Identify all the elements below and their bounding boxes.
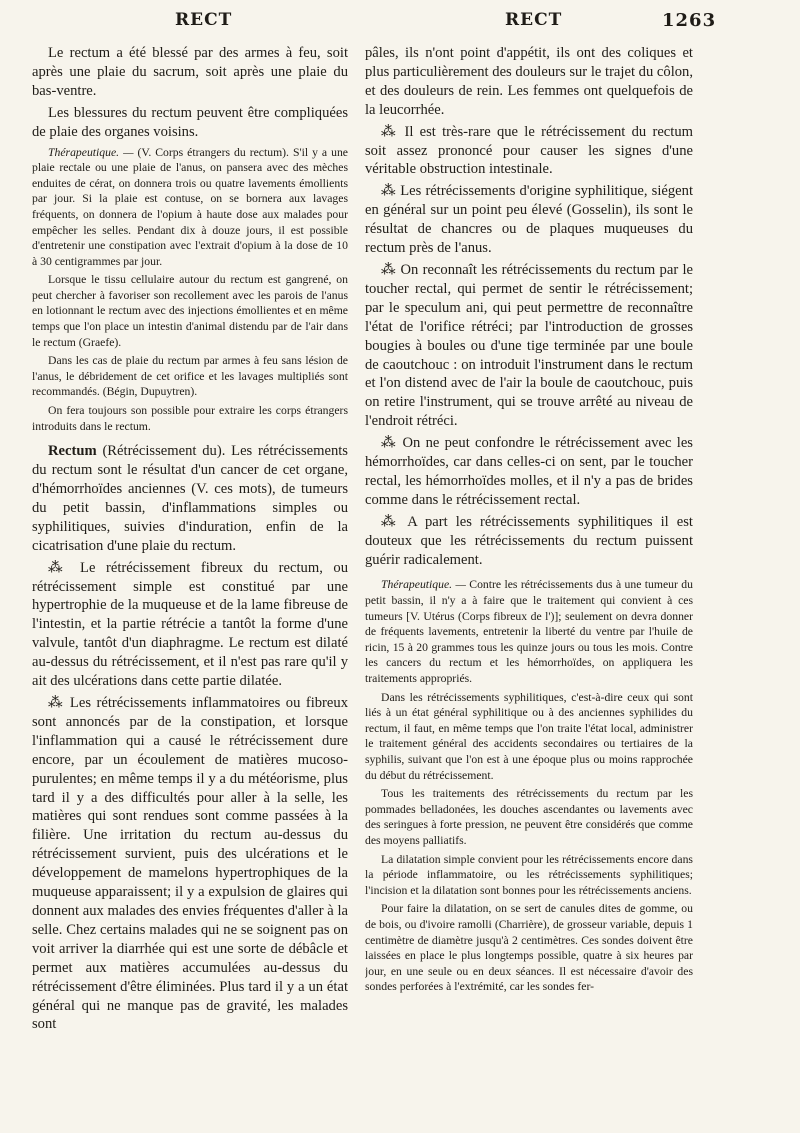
paragraph	[365, 690, 693, 784]
paragraph-text: Tous les traitements des rétrécissements du rectum par les pommades belladonées, les douches ascendantes ou lavements avec des seringues à forte pression, ne peuvent être considérés que comme des moyens palliatifs.	[365, 787, 693, 847]
paragraph	[32, 44, 348, 101]
paragraph-text: Lorsque le tissu cellulaire autour du rectum est gangrené, on peut chercher à favoriser son recollement avec les parois de l'anus en lotionnant le rectum avec des injections émollientes et en même temps que l'on place un intestin d'animal distendu par de l'air dans le rectum (Graefe).	[32, 273, 348, 349]
paragraph	[365, 182, 693, 258]
paragraph	[32, 442, 348, 555]
paragraph-text: La dilatation simple convient pour les rétrécissements encore dans la période inflammatoire, ou les rétrécissements syphilitiques; l'incision et la dilatation sont bonnes pour les rétrécissements anciens.	[365, 852, 693, 897]
paragraph-text: Pour faire la dilatation, on se sert de canules dites de gomme, ou de bois, ou d'ivoire ramolli (Charrière), de grosseur variable, depuis 1 centimètre de diamètre jusqu'à 2 centimètres. Ces sondes doivent être laissées en place le plus longtemps possible, quatre à six heures par jour, en une seule ou en deux séances. Il est nécessaire d'avoir des sondes perforées à l'extrémité, car les sondes fer-	[365, 902, 693, 994]
paragraph-text: Dans les rétrécissements syphilitiques, c'est-à-dire ceux qui sont liés à un état général syphilitique ou à des anciennes syphilides du rectum, il faut, en même temps que l'on traite l'état local, administrer le traitement général des accidents secondaires ou tertiaires de la syphilis, suivant que l'on est à une époque plus ou moins rapprochée du début du rétrécissement.	[365, 690, 693, 782]
paragraph-text: (Rétrécissement du). Les rétrécissements du rectum sont le résultat d'un cancer de cet organe, d'hémorrhoïdes anciennes (V. ces mots), de tumeurs du petit bassin, d'inflammations simples ou syphilitiques, suivies d'induration, enfin de la cicatrisation d'une plaie du rectum.	[32, 443, 348, 554]
paragraph-text: ⁂ On reconnaît les rétrécissements du rectum par le toucher rectal, qui permet de sentir le rétrécissement; par le speculum ani, qui peut permettre de reconnaître l'état de l'orifice rétréci; par l'introduction de grosses bougies à boules ou d'une tige terminée par une boule de caoutchouc : on introduit l'instrument dans le rectum et l'on distend avec de l'air la boule de caoutchouc, puis on retire l'instrument, qui se trouve arrêté au niveau de l'endroit rétréci.	[365, 261, 693, 430]
paragraph	[32, 145, 348, 270]
paragraph	[365, 577, 693, 686]
paragraph	[365, 261, 693, 431]
paragraph-lead: Thérapeutique. —	[48, 145, 138, 159]
paragraph	[365, 123, 693, 180]
running-header	[0, 0, 800, 40]
paragraph-lead: Rectum	[48, 443, 97, 460]
paragraph-text: ⁂ Il est très-rare que le rétrécissement du rectum soit assez prononcé pour causer les signes d'une véritable obstruction intestinale.	[365, 123, 693, 178]
paragraph	[32, 694, 348, 1034]
paragraph-text: ⁂ Le rétrécissement fibreux du rectum, ou rétrécissement simple est constitué par une hypertrophie de la muqueuse et de la lame fibreuse de l'intestin, et la partie rétrécie a tantôt la forme d'une valvule, tantôt d'un diaphragme. Le rectum est dilaté au-dessus du rétrécissement, et il n'est pas rare qu'il y ait des ulcérations dans cette partie dilatée.	[32, 559, 348, 690]
paragraph	[365, 786, 693, 848]
right-column	[365, 44, 693, 1124]
page-number: 1263	[662, 10, 717, 31]
paragraph	[32, 272, 348, 350]
header-left-title: RECT	[175, 10, 233, 30]
paragraph-text: ⁂ Les rétrécissements inflammatoires ou fibreux sont annoncés par de la constipation, et lorsque l'inflammation qui a causé le rétrécissement dure encore, par un écoulement de matières mucoso-purulentes; en même temps il y a du météorisme, plus tard il y a des difficultés pour aller à la selle, les matières qui sont rendues sont comme passées à la filière. Une irritation du rectum au-dessus du rétrécissement survient, puis des ulcérations et le développement de mamelons hypertrophiques de la muqueuse apparaissent; il y a expulsion de glaires qui donnent aux malades des envies fréquentes d'aller à la selle. Chez certains malades qui ne se soignent pas on voit arriver la diarrhée qui est une sorte de débâcle et permet aux matières accumulées au-dessus du rétrécissement d'être éliminées. Plus tard il y a un état général qui ne manque pas de gravité, les malades sont	[32, 695, 348, 1033]
paragraph-text: ⁂ On ne peut confondre le rétrécissement avec les hémorrhoïdes, car dans celles-ci on sent, par le toucher rectal, les hémorrhoïdes molles, et il n'y a pas de brides comme dans le rétrécissement rectal.	[365, 435, 693, 508]
header-right-title: RECT	[505, 10, 563, 30]
paragraph-text: pâles, ils n'ont point d'appétit, ils ont des coliques et plus particulièrement des douleurs sur le trajet du côlon, et des douleurs de rein. Les femmes ont quelquefois de la leucorrhée.	[365, 45, 693, 118]
paragraph	[32, 353, 348, 400]
paragraph	[365, 513, 693, 570]
paragraph-lead: Thérapeutique. —	[381, 578, 470, 592]
paragraph-text: ⁂ A part les rétrécissements syphilitiques il est douteux que les rétrécissements du rectum puissent guérir radicalement.	[365, 513, 693, 568]
left-column	[32, 44, 348, 1124]
paragraph-text: Dans les cas de plaie du rectum par armes à feu sans lésion de l'anus, le débridement de cet orifice et les lavages multipliés sont recommandés. (Bégin, Dupuytren).	[32, 354, 348, 399]
paragraph	[365, 434, 693, 510]
paragraph-text: On fera toujours son possible pour extraire les corps étrangers introduits dans le rectum.	[32, 404, 348, 433]
paragraph	[32, 104, 348, 142]
paragraph	[32, 403, 348, 434]
paragraph-text: ⁂ Les rétrécissements d'origine syphilitique, siégent en général sur un point peu élevé (Gosselin), ils sont le résultat de chancres ou de plaques muqueuses du rectum près de l'anus.	[365, 183, 693, 257]
paragraph-text: Les blessures du rectum peuvent être compliquées de plaie des organes voisins.	[32, 104, 348, 140]
paragraph-text: Contre les rétrécissements dus à une tumeur du petit bassin, il n'y a à faire que le traitement qui convient à ces tumeurs [V. Utérus (Corps fibreux de l')]; seulement on devra donner de fréquents lavements, entretenir la liberté du ventre par l'huile de ricin, 15 à 20 grammes tous les quinze jours ou tous les mois. Contre les cancers du rectum et les hémorrhoïdes, on appliquera les traitements appropriés.	[365, 578, 693, 686]
column-divider	[356, 44, 357, 1104]
paragraph	[32, 559, 348, 691]
paragraph-text: (V. Corps étrangers du rectum). S'il y a une plaie rectale ou une plaie de l'anus, on pansera avec des mèches enduites de cérat, on donnera trois ou quatre lavements émollients par jour. Si la plaie est contuse, on se bornera aux lavages fréquents, on donnera de l'opium à haute dose aux malades pour empêcher les selles. Pendant dix à douze jours, il est possible d'entretenir une constipation avec l'extrait d'opium à la dose de 10 à 30 centigrammes par jour.	[32, 145, 348, 268]
paragraph	[365, 901, 693, 995]
paragraph	[365, 852, 693, 899]
paragraph	[365, 44, 693, 120]
paragraph-text: Le rectum a été blessé par des armes à feu, soit après une plaie du sacrum, soit après une plaie du bas-ventre.	[32, 45, 348, 99]
